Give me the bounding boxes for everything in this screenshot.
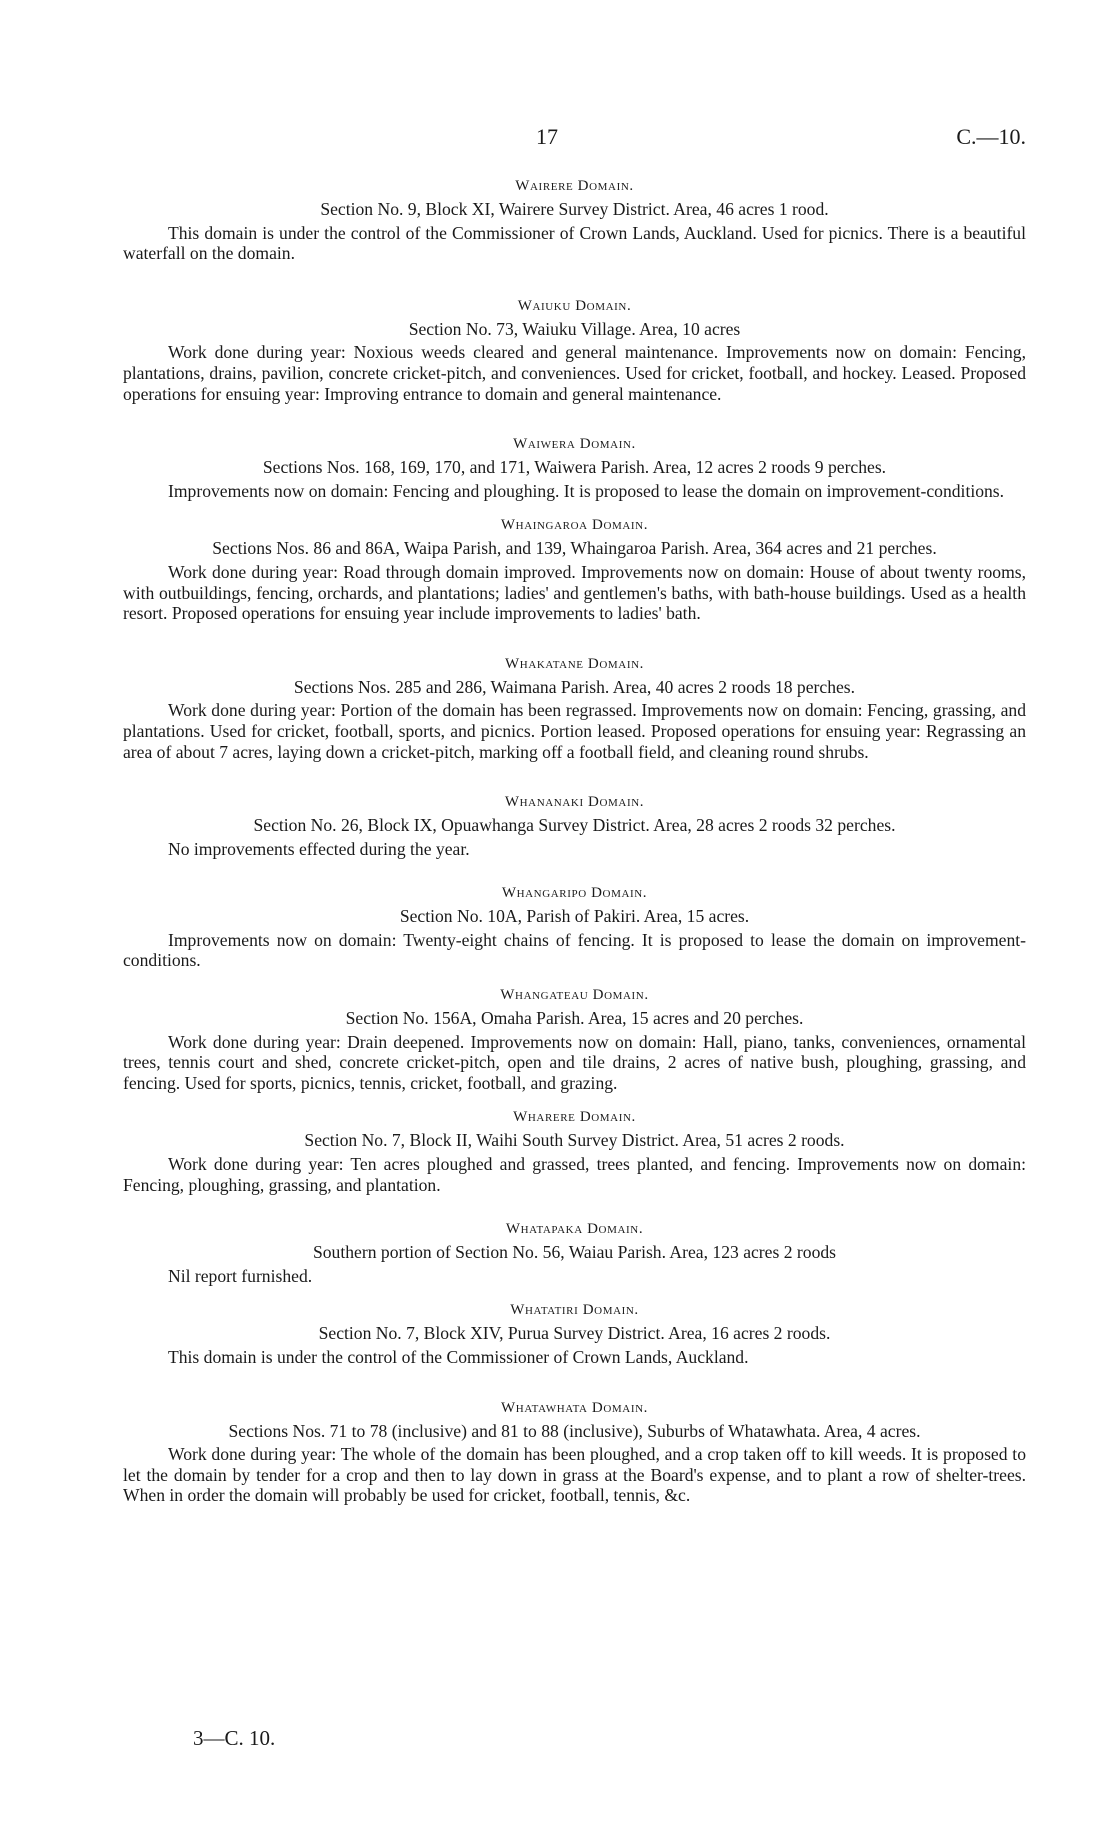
section-location: Sections Nos. 168, 169, 170, and 171, Waiwera Parish. Area, 12 acres 2 roods 9 perches. [262,457,887,478]
page-reference: C.—10. [956,124,1026,149]
section-text: Nil report furnished. [168,1265,313,1286]
section-title: Whatapaka Domain. [505,1221,644,1238]
section-title: Whangateau Domain. [500,987,649,1004]
section-location: Section No. 10A, Parish of Pakiri. Area, 15 acres. [399,906,750,927]
section-location: Sections Nos. 86 and 86A, Waipa Parish, and 139, Whaingaroa Parish. Area, 364 acres and 21 perches. [212,538,937,559]
section-title: Whaingaroa Domain. [500,517,649,534]
section-whatatiri [123,1300,1026,1367]
section-text: Work done during year: Noxious weeds cleared and general maintenance. Improvements now on domain: Fencing, plantations, drains, pavilion, concrete cricket-pitch, and conveniences. Used for cricket, football, and hockey. Leased. Proposed operations for ensuing year: Improving entrance to domain and general maintenance. [123,342,1026,404]
section-text: Work done during year: Drain deepened. Improvements now on domain: Hall, piano, tanks, conveniences, ornamental trees, tennis court and shed, concrete cricket-pitch, open and tile drains, 2 acres of native bush, ploughing, grassing, and fencing. Used for sports, picnics, tennis, cricket, football, and grazing. [123,1031,1026,1093]
section-title: Wairere Domain. [515,178,634,194]
section-whangateau [123,985,1026,1093]
section-location: Sections Nos. 285 and 286, Waimana Parish. Area, 40 acres 2 roods 18 perches. [293,676,856,697]
section-text: This domain is under the control of the Commissioner of Crown Lands, Auckland. [168,1347,749,1367]
section-text: This domain is under the control of the Commissioner of Crown Lands, Auckland. Used for picnics. There is a beautiful waterfall on the domain. [123,222,1026,264]
section-text: Work done during year: Portion of the domain has been regrassed. Improvements now on domain: Fencing, grassing, and plantations. Used for cricket, football, sports, and picnics. Portion leased. Proposed operations for ensuing year: Regrassing an area of about 7 acres, laying down a cricket-pitch, marking off a football field, and cleaning round shrubs. [123,700,1026,762]
section-location: Southern portion of Section No. 56, Waiau Parish. Area, 123 acres 2 roods [312,1242,837,1263]
document-body [123,176,1026,1506]
section-wharere [123,1107,1026,1195]
section-title: Waiwera Domain. [513,436,636,453]
section-title: Waiuku Domain. [517,297,632,314]
section-title: Whatawhata Domain. [501,1399,648,1416]
section-whatawhata [123,1398,1026,1506]
section-location: Section No. 73, Waiuku Village. Area, 10 acres [408,318,741,339]
section-text: Work done during year: The whole of the domain has been ploughed, and a crop taken off to kill weeds. It is proposed to let the domain by tender for a crop and then to lay down in grass at the Board's expense, and to plant a row of shelter-trees. When in order the domain will probably be used for cricket, football, tennis, &c. [123,1444,1026,1506]
section-whananaki [123,792,1026,859]
section-whakatane [123,654,1026,762]
section-whangaripo [123,883,1026,971]
section-text: No improvements effected during the year. [168,838,470,859]
section-whatapaka [123,1219,1026,1286]
section-location: Section No. 7, Block XIV, Purua Survey District. Area, 16 acres 2 roods. [318,1323,831,1344]
section-title: Whatatiri Domain. [510,1302,639,1319]
section-title: Whananaki Domain. [504,794,645,811]
page-number: 17 [536,124,558,149]
section-location: Section No. 26, Block IX, Opuawhanga Survey District. Area, 28 acres 2 roods 32 perches. [253,815,896,836]
section-wairere [123,176,1026,264]
section-location: Section No. 156A, Omaha Parish. Area, 15 acres and 20 perches. [345,1008,804,1029]
section-title: Whakatane Domain. [505,655,644,672]
section-whaingaroa [123,515,1026,623]
section-text: Work done during year: Road through domain improved. Improvements now on domain: House of about twenty rooms, with outbuildings, fencing, orchards, and plantations; ladies' and gentlemen's baths, with bath-house buildings. Used as a health resort. Proposed operations for ensuing year include improvements to ladies' bath. [123,561,1026,624]
section-waiwera [123,434,1026,501]
section-title: Wharere Domain. [513,1109,636,1126]
section-waiuku [123,296,1026,404]
section-text: Improvements now on domain: Twenty-eight chains of fencing. It is proposed to lease the domain on improvement-conditions. [123,929,1026,971]
section-location: Sections Nos. 71 to 78 (inclusive) and 81 to 88 (inclusive), Suburbs of Whatawhata. Area, 4 acres. [228,1420,921,1441]
section-location: Section No. 7, Block II, Waihi South Survey District. Area, 51 acres 2 roods. [304,1130,845,1151]
section-location: Section No. 9, Block XI, Wairere Survey District. Area, 46 acres 1 rood. [320,199,829,219]
section-text: Work done during year: Ten acres ploughed and grassed, trees planted, and fencing. Improvements now on domain: Fencing, ploughing, grassing, and plantation. [123,1154,1026,1195]
section-title: Whangaripo Domain. [501,885,648,902]
footer-signature: 3—C. 10. [193,1726,276,1750]
section-text: Improvements now on domain: Fencing and ploughing. It is proposed to lease the domain on improvement-conditions. [168,480,1005,501]
